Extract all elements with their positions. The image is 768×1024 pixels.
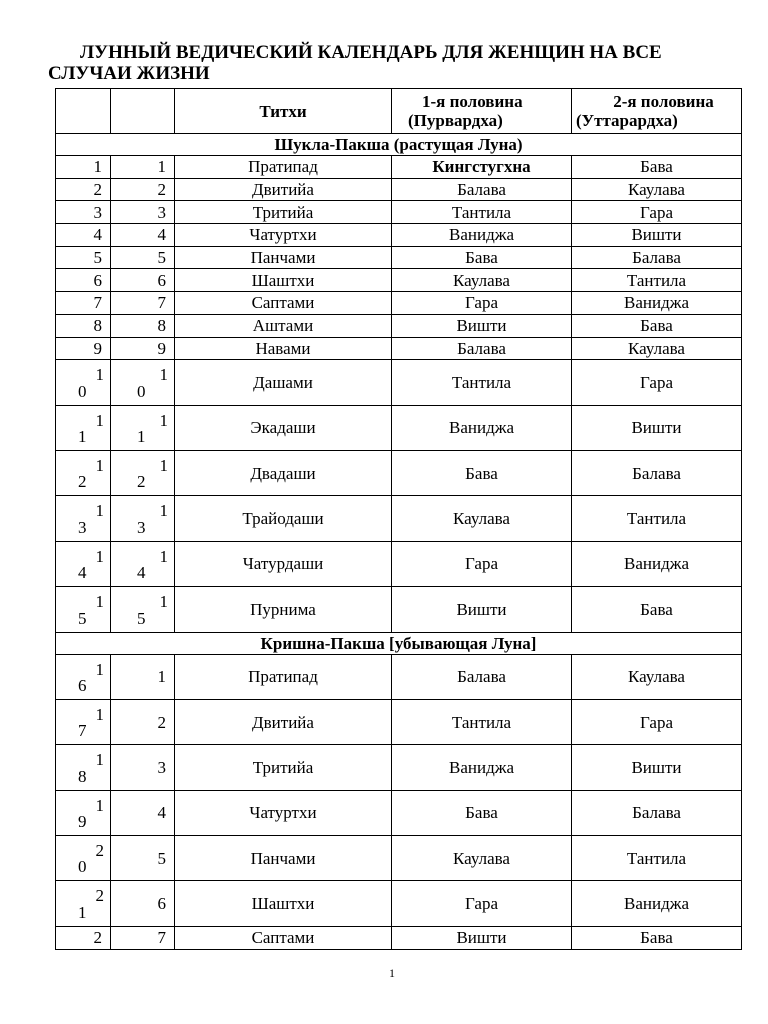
tithi-number-digit-2: 3 (137, 517, 146, 537)
karana-second-half: Балава (572, 790, 742, 835)
row-number (56, 699, 111, 744)
tithi-number (111, 405, 175, 450)
row-number (56, 587, 111, 632)
row-number: 2 (56, 178, 111, 201)
row-number: 2 (56, 926, 111, 949)
row-number-digit-2: 1 (78, 902, 87, 922)
karana-second-half: Каулава (572, 337, 742, 360)
karana-first-half: Гара (392, 541, 572, 586)
karana-first-half: Бава (392, 450, 572, 495)
karana-second-half: Каулава (572, 178, 742, 201)
tithi-number: 2 (111, 699, 175, 744)
tithi-number (111, 541, 175, 586)
tithi-number: 4 (111, 790, 175, 835)
row-number-digit-1: 1 (95, 546, 104, 566)
tithi-number: 3 (111, 201, 175, 224)
table-row (56, 178, 742, 201)
table-row (56, 790, 742, 835)
table-row (56, 156, 742, 179)
tithi-name: Пратипад (175, 156, 392, 179)
tithi-name: Панчами (175, 836, 392, 881)
table-row (56, 201, 742, 224)
table-row (56, 314, 742, 337)
tithi-name: Трайодаши (175, 496, 392, 541)
tithi-number: 7 (111, 926, 175, 949)
table-row (56, 745, 742, 790)
karana-first-half: Балава (392, 654, 572, 699)
title-line-1: ЛУННЫЙ ВЕДИЧЕСКИЙ КАЛЕНДАРЬ ДЛЯ ЖЕНЩИН НА ВСЕ (80, 42, 662, 63)
karana-first-half: Ваниджа (392, 405, 572, 450)
row-number (56, 360, 111, 405)
karana-first-half: Кингстугхна (392, 156, 572, 179)
karana-second-half: Тантила (572, 836, 742, 881)
karana-second-half: Тантила (572, 496, 742, 541)
row-number-digit-1: 1 (95, 365, 104, 385)
row-number: 9 (56, 337, 111, 360)
tithi-name: Саптами (175, 926, 392, 949)
row-number (56, 881, 111, 926)
tithi-name: Шаштхи (175, 269, 392, 292)
table-row (56, 224, 742, 247)
karana-second-half: Бава (572, 314, 742, 337)
calendar-table-body (56, 89, 742, 950)
karana-second-half: Бава (572, 587, 742, 632)
tithi-number-digit-1: 1 (159, 455, 168, 475)
title-line-2: СЛУЧАИ ЖИЗНИ (48, 63, 210, 84)
tithi-number (111, 450, 175, 495)
row-number-digit-2: 2 (78, 472, 87, 492)
tithi-number: 2 (111, 178, 175, 201)
karana-first-half: Балава (392, 337, 572, 360)
tithi-number-digit-1: 1 (159, 546, 168, 566)
tithi-name: Пратипад (175, 654, 392, 699)
row-number-digit-2: 1 (78, 426, 87, 446)
row-number: 7 (56, 292, 111, 315)
header-first-half (392, 89, 572, 134)
table-row (56, 269, 742, 292)
karana-first-half: Каулава (392, 836, 572, 881)
row-number-digit-1: 1 (95, 750, 104, 770)
table-row (56, 496, 742, 541)
row-number-digit-1: 1 (95, 410, 104, 430)
section-shukla-paksha (56, 134, 742, 156)
karana-second-half: Гара (572, 699, 742, 744)
karana-second-half: Вишти (572, 405, 742, 450)
tithi-name: Экадаши (175, 405, 392, 450)
karana-first-half: Вишти (392, 926, 572, 949)
row-number-digit-1: 2 (95, 841, 104, 861)
row-number: 8 (56, 314, 111, 337)
section-shukla-paksha-label: Шукла-Пакша (растущая Луна) (56, 134, 742, 156)
tithi-name: Пурнима (175, 587, 392, 632)
karana-second-half: Тантила (572, 269, 742, 292)
table-row (56, 541, 742, 586)
karana-first-half: Тантила (392, 360, 572, 405)
karana-first-half: Вишти (392, 314, 572, 337)
tithi-number: 9 (111, 337, 175, 360)
row-number-digit-2: 4 (78, 563, 87, 583)
tithi-number: 8 (111, 314, 175, 337)
karana-second-half: Вишти (572, 224, 742, 247)
tithi-name: Чатуртхи (175, 790, 392, 835)
row-number (56, 541, 111, 586)
row-number (56, 790, 111, 835)
karana-second-half: Бава (572, 926, 742, 949)
header-second-half-line2: (Уттарардха) (576, 111, 678, 130)
tithi-number (111, 496, 175, 541)
table-row (56, 926, 742, 949)
karana-first-half: Тантила (392, 201, 572, 224)
row-number-digit-1: 1 (95, 704, 104, 724)
karana-first-half: Гара (392, 292, 572, 315)
tithi-number-digit-1: 1 (159, 501, 168, 521)
table-row (56, 699, 742, 744)
karana-second-half: Ваниджа (572, 881, 742, 926)
header-row (56, 89, 742, 134)
tithi-name: Саптами (175, 292, 392, 315)
tithi-number: 6 (111, 269, 175, 292)
table-row (56, 360, 742, 405)
tithi-name: Двитийа (175, 699, 392, 744)
table-row (56, 587, 742, 632)
row-number-digit-2: 7 (78, 721, 87, 741)
table-row (56, 337, 742, 360)
tithi-number (111, 587, 175, 632)
tithi-number: 1 (111, 156, 175, 179)
row-number-digit-1: 1 (95, 795, 104, 815)
header-tithi: Титхи (175, 89, 392, 134)
tithi-number: 5 (111, 836, 175, 881)
row-number: 1 (56, 156, 111, 179)
tithi-number-digit-2: 5 (137, 608, 146, 628)
calendar-table (55, 88, 742, 950)
karana-first-half: Бава (392, 246, 572, 269)
header-second-half-line1: 2-я половина (613, 92, 714, 111)
row-number: 3 (56, 201, 111, 224)
karana-second-half: Каулава (572, 654, 742, 699)
header-cell-empty-2 (111, 89, 175, 134)
row-number: 4 (56, 224, 111, 247)
karana-first-half: Балава (392, 178, 572, 201)
tithi-number-digit-1: 1 (159, 592, 168, 612)
page-title (48, 42, 738, 84)
table-row (56, 405, 742, 450)
row-number (56, 654, 111, 699)
row-number (56, 836, 111, 881)
tithi-name: Тритийа (175, 201, 392, 224)
karana-first-half: Тантила (392, 699, 572, 744)
row-number-digit-1: 1 (95, 592, 104, 612)
row-number: 5 (56, 246, 111, 269)
row-number-digit-2: 8 (78, 766, 87, 786)
tithi-name: Двадаши (175, 450, 392, 495)
row-number-digit-1: 2 (95, 886, 104, 906)
karana-second-half: Балава (572, 450, 742, 495)
page-number: 1 (389, 966, 395, 980)
row-number (56, 745, 111, 790)
table-row (56, 836, 742, 881)
header-first-half-line2: (Пурвардха) (408, 111, 503, 130)
row-number-digit-2: 0 (78, 857, 87, 877)
tithi-number: 5 (111, 246, 175, 269)
row-number-digit-2: 5 (78, 608, 87, 628)
karana-second-half: Ваниджа (572, 292, 742, 315)
tithi-name: Шаштхи (175, 881, 392, 926)
row-number (56, 450, 111, 495)
row-number-digit-2: 3 (78, 517, 87, 537)
row-number-digit-1: 1 (95, 501, 104, 521)
header-cell-empty-1 (56, 89, 111, 134)
karana-first-half: Каулава (392, 269, 572, 292)
tithi-name: Двитийа (175, 178, 392, 201)
karana-first-half: Ваниджа (392, 745, 572, 790)
tithi-number-digit-2: 4 (137, 563, 146, 583)
tithi-name: Тритийа (175, 745, 392, 790)
karana-first-half: Каулава (392, 496, 572, 541)
row-number-digit-2: 0 (78, 381, 87, 401)
tithi-number-digit-1: 1 (159, 365, 168, 385)
row-number (56, 496, 111, 541)
tithi-number: 1 (111, 654, 175, 699)
tithi-name: Дашами (175, 360, 392, 405)
section-krishna-paksha-label: Кришна-Пакша [убывающая Луна] (56, 632, 742, 654)
tithi-number: 3 (111, 745, 175, 790)
row-number-digit-2: 9 (78, 812, 87, 832)
karana-first-half: Гара (392, 881, 572, 926)
karana-first-half: Вишти (392, 587, 572, 632)
karana-second-half: Бава (572, 156, 742, 179)
tithi-number: 7 (111, 292, 175, 315)
tithi-number-digit-1: 1 (159, 410, 168, 430)
karana-second-half: Вишти (572, 745, 742, 790)
tithi-name: Панчами (175, 246, 392, 269)
karana-second-half: Балава (572, 246, 742, 269)
karana-first-half: Ваниджа (392, 224, 572, 247)
table-row (56, 450, 742, 495)
karana-first-half: Бава (392, 790, 572, 835)
header-first-half-line1: 1-я половина (422, 92, 523, 111)
row-number-digit-1: 1 (95, 659, 104, 679)
tithi-number-digit-2: 1 (137, 426, 146, 446)
row-number-digit-2: 6 (78, 675, 87, 695)
table-row (56, 246, 742, 269)
header-second-half (572, 89, 742, 134)
row-number: 6 (56, 269, 111, 292)
karana-second-half: Ваниджа (572, 541, 742, 586)
tithi-number-digit-2: 0 (137, 381, 146, 401)
tithi-number-digit-2: 2 (137, 472, 146, 492)
karana-second-half: Гара (572, 360, 742, 405)
tithi-name: Навами (175, 337, 392, 360)
table-row (56, 881, 742, 926)
tithi-number (111, 360, 175, 405)
tithi-name: Аштами (175, 314, 392, 337)
table-row (56, 292, 742, 315)
tithi-number: 4 (111, 224, 175, 247)
row-number-digit-1: 1 (95, 455, 104, 475)
karana-second-half: Гара (572, 201, 742, 224)
tithi-name: Чатуртхи (175, 224, 392, 247)
row-number (56, 405, 111, 450)
section-krishna-paksha (56, 632, 742, 654)
tithi-name: Чатурдаши (175, 541, 392, 586)
table-row (56, 654, 742, 699)
tithi-number: 6 (111, 881, 175, 926)
